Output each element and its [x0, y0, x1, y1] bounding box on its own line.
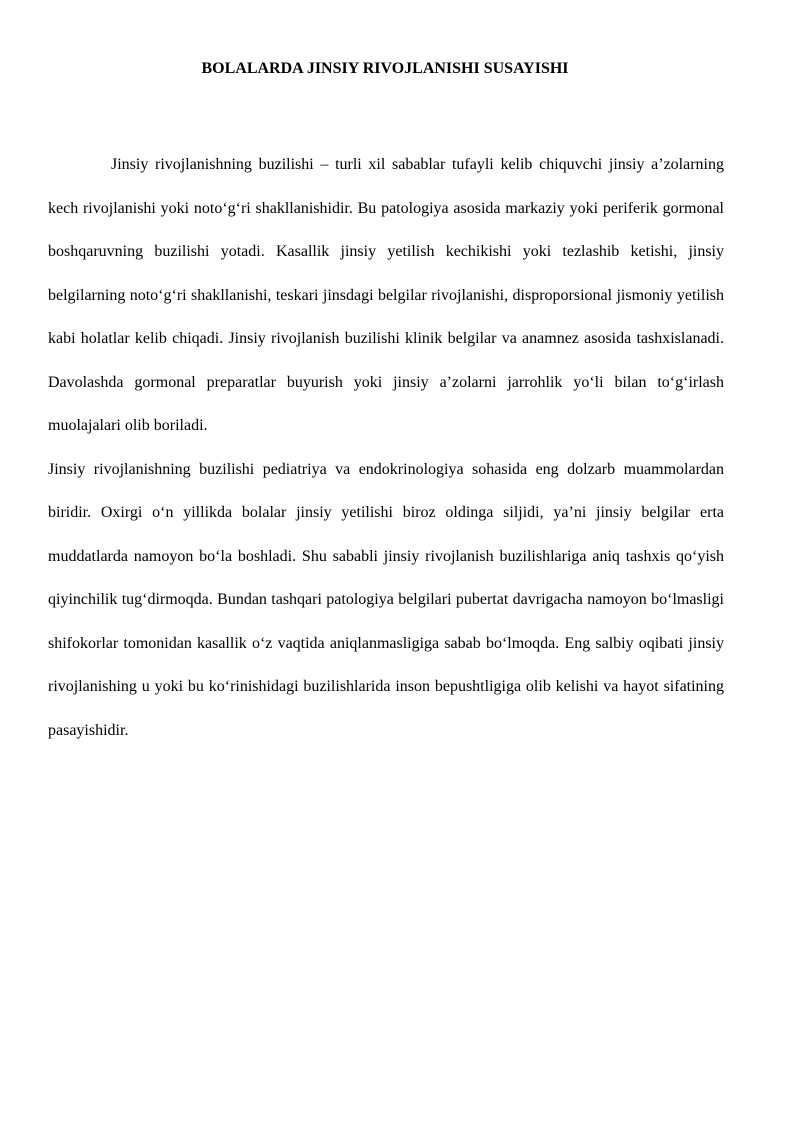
document-title: BOLALARDA JINSIY RIVOJLANISHI SUSAYISHI [201, 60, 569, 77]
paragraph-1: Jinsiy rivojlanishning buzilishi – turli xil sabablar tufayli kelib chiquvchi jinsiy a’zolarning kech rivojlanishi yoki noto‘g‘ri shakllanishidir. Bu patologiya asosida markaziy yoki periferik gormonal boshqaruvning buzilishi yotadi. Kasallik jinsiy yetilish kechikishi yoki tezlashib ketishi, jinsiy belgilarning noto‘g‘ri shakllanishi, teskari jinsdagi belgilar rivojlanishi, disproporsional jismoniy yetilish kabi holatlar kelib chiqadi. Jinsiy rivojlanish buzilishi klinik belgilar va anamnez asosida tashxislanadi. Davolashda gormonal preparatlar buyurish yoki jinsiy a’zolarni jarrohlik yo‘li bilan to‘g‘irlash muolajalari olib boriladi. [48, 156, 724, 434]
paragraph-2: Jinsiy rivojlanishning buzilishi pediatriya va endokrinologiya sohasida eng dolzarb muammolardan biridir. Oxirgi o‘n yillikda bolalar jinsiy yetilishi biroz oldinga siljidi, ya’ni jinsiy belgilar erta muddatlarda namoyon bo‘la boshladi. Shu sababli jinsiy rivojlanish buzilishlariga aniq tashxis qo‘yish qiyinchilik tug‘dirmoqda. Bundan tashqari patologiya belgilari pubertat davrigacha namoyon bo‘lmasligi shifokorlar tomonidan kasallik o‘z vaqtida aniqlanmasligiga sabab bo‘lmoqda. Eng salbiy oqibati jinsiy rivojlanishing u yoki bu ko‘rinishidagi buzilishlarida inson bepushtligiga olib kelishi va hayot sifatining pasayishidir. [48, 460, 724, 739]
document-body [48, 143, 724, 752]
